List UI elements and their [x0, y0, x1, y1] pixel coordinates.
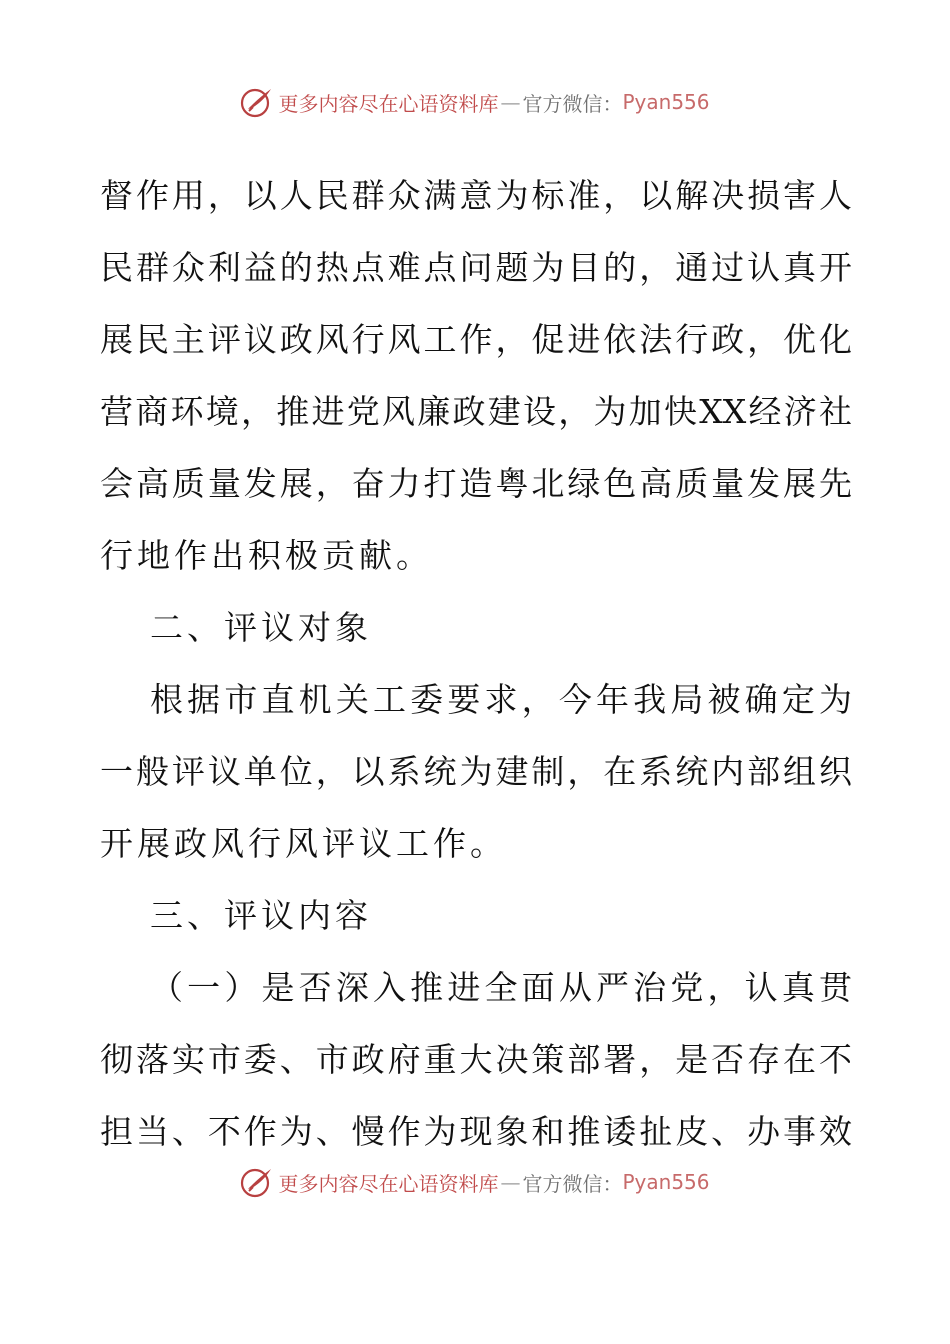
banner-label: 官方微信：	[522, 91, 623, 116]
paragraph-line: 督作用，以人民群众满意为标准，以解决损害人	[100, 176, 852, 215]
banner-wechat-id: Pyan556	[622, 1170, 710, 1194]
banner-wechat-id: Pyan556	[622, 90, 710, 114]
paragraph-line: 行地作出积极贡献。	[100, 536, 433, 575]
section-heading: 三、评议内容	[150, 896, 372, 935]
paragraph-line: 营商环境，推进党风廉政建设，为加快XX经济社	[100, 392, 852, 431]
section-heading: 二、评议对象	[150, 608, 372, 647]
banner-text: 更多内容尽在心语资料库	[278, 91, 499, 116]
paragraph-line: 彻落实市委、市政府重大决策部署，是否存在不	[100, 1040, 852, 1079]
paragraph-line: 开展政风行风评议工作。	[100, 824, 507, 863]
document-body	[100, 160, 852, 1168]
banner-dash: —	[500, 1170, 521, 1194]
quill-logo-icon	[240, 85, 274, 119]
banner-text: 更多内容尽在心语资料库	[278, 1171, 499, 1196]
paragraph-line: 根据市直机关工委要求，今年我局被确定为	[150, 680, 852, 719]
paragraph-line: 展民主评议政风行风工作，促进依法行政，优化	[100, 320, 852, 359]
banner-label: 官方微信：	[522, 1171, 623, 1196]
paragraph-line: 担当、不作为、慢作为现象和推诿扯皮、办事效	[100, 1112, 852, 1151]
quill-logo-icon	[240, 1165, 274, 1199]
banner-dash: —	[500, 90, 521, 114]
header-watermark-banner	[0, 82, 950, 122]
paragraph-line: 民群众利益的热点难点问题为目的，通过认真开	[100, 248, 852, 287]
paragraph-line: 一般评议单位，以系统为建制，在系统内部组织	[100, 752, 852, 791]
paragraph-line: （一）是否深入推进全面从严治党，认真贯	[150, 968, 852, 1007]
paragraph-line: 会高质量发展，奋力打造粤北绿色高质量发展先	[100, 464, 852, 503]
footer-watermark-banner	[0, 1162, 950, 1202]
